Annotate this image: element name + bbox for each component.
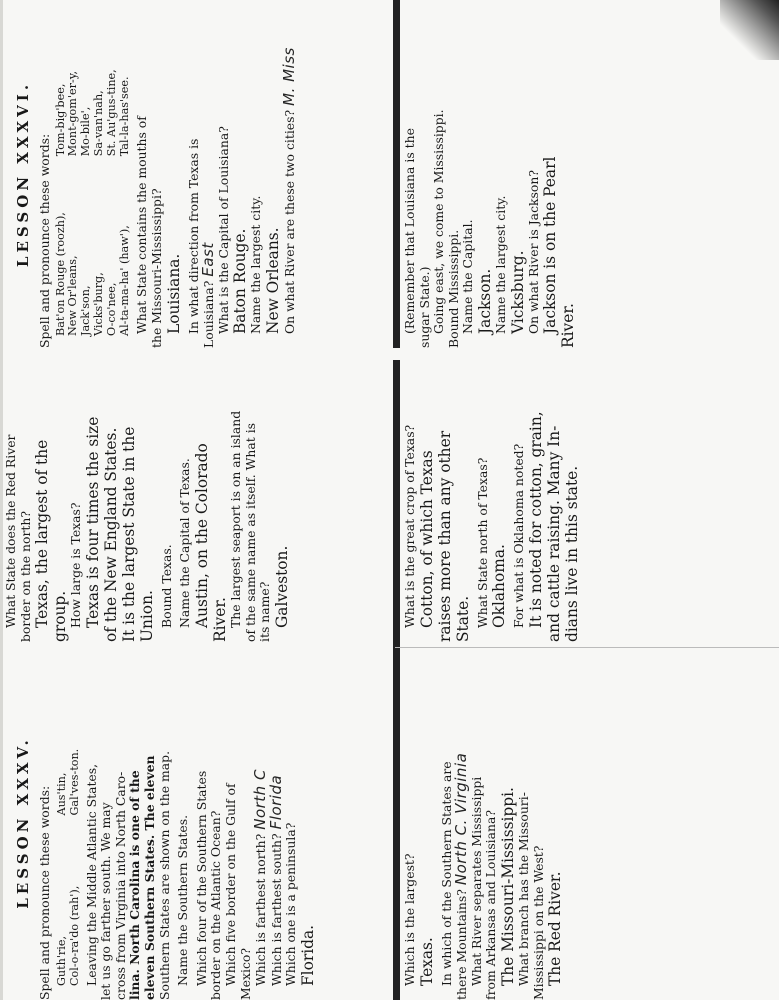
question: What State north of Texas?	[474, 457, 490, 628]
lesson-36-questions-4	[279, 0, 298, 348]
answer: raises more than any other	[435, 430, 454, 642]
handwritten-answer: Florida	[266, 774, 285, 830]
answer: Jackson.	[475, 268, 494, 334]
question: Name the Capital.	[460, 219, 476, 334]
question: On what River are these two cities?	[281, 109, 297, 334]
middle-answers-3	[193, 354, 229, 642]
question: In which of the Southern States are	[438, 761, 454, 986]
question-with-answer	[201, 0, 217, 348]
lesson-35-section	[0, 645, 389, 1000]
lesson-36-questions-6	[494, 0, 509, 348]
question: Mississippi on the West?	[530, 845, 546, 1000]
question: Name the Southern States.	[175, 814, 191, 986]
middle-questions-2	[69, 354, 84, 642]
vocab-word: O-co'nee,	[104, 282, 118, 336]
middle-questions-7	[512, 354, 527, 642]
question: from Arkansas and Louisiana?	[483, 809, 499, 1000]
question-with-answer	[279, 0, 298, 348]
answer: It is noted for cotton, grain,	[526, 411, 545, 628]
lesson-36-questions-7	[527, 0, 542, 348]
note: sugar State.)	[416, 266, 432, 348]
question: In what direction from Texas is	[185, 138, 201, 334]
answer: The Red River.	[546, 871, 565, 986]
answer: Florida.	[298, 924, 317, 986]
continued-questions-2	[440, 645, 499, 1000]
lesson-35-vocab	[55, 645, 81, 986]
lesson-36-intro: Spell and pronounce these words:	[37, 133, 52, 348]
question-with-answer	[454, 645, 470, 1000]
continued-questions-3	[517, 645, 546, 1000]
vocab-word: Sa-van'nah,	[91, 90, 105, 157]
question: Name the largest city.	[248, 195, 264, 334]
question: of the same name as itself. What is	[242, 422, 258, 642]
lesson-35-questions	[176, 645, 299, 1000]
handwritten-answer: M. Miss	[279, 47, 298, 106]
mississippi-section	[403, 0, 779, 348]
question: What is the great crop of Texas?	[402, 424, 417, 628]
middle-answers-7	[527, 354, 581, 642]
lesson-36-questions-1	[135, 0, 164, 348]
middle-questions-6	[476, 354, 491, 642]
vocab-word: St. Au'gus-tine,	[104, 69, 118, 157]
question: there Mountains?	[454, 889, 470, 1000]
vocab-word: Mont-gom'er-y,	[66, 70, 80, 157]
middle-answers-6	[490, 354, 508, 642]
lesson-36-questions-3	[249, 0, 264, 348]
question: How large is Texas?	[68, 502, 84, 628]
lesson-36-vocab	[55, 0, 132, 336]
vocab-word: Col-o-ra'do (rah'),	[67, 885, 81, 986]
answer: Texas, the largest of the	[33, 439, 52, 628]
lesson-36-answers-5	[476, 0, 494, 348]
question: What River separates Mississippi	[468, 776, 484, 986]
vocab-word: Guth'rie,	[54, 935, 68, 986]
question-with-answer	[266, 645, 285, 1000]
question: Mexico?	[237, 947, 253, 1000]
vocab-word: Tal-la-has'see.	[117, 76, 131, 157]
vocab-word: New Or'leans,	[66, 255, 80, 336]
text-line: eleven Southern States. The eleven	[141, 755, 157, 1000]
vocab-word: Bat'on Rouge (roozh),	[53, 212, 67, 336]
note: (Remember that Louisiana is the	[402, 128, 417, 334]
question: Which four of the Southern States	[193, 770, 209, 986]
question: border on the Atlantic Ocean?	[208, 810, 224, 1000]
lesson-35-paragraph	[85, 645, 173, 1000]
handwritten-answer: East	[199, 242, 218, 277]
middle-answers-5	[418, 354, 472, 642]
column-divider-rule	[393, 360, 400, 1000]
middle-questions-5	[403, 354, 418, 642]
question: What State does the Red River	[3, 434, 18, 628]
question: Name the largest city.	[492, 195, 508, 334]
question: Which five border on the Gulf of	[222, 783, 238, 986]
continued-answers-2	[499, 645, 517, 1000]
text-line: Bound Mississippi.	[445, 229, 461, 348]
lesson-35-continued	[403, 645, 779, 1000]
text-line: lina. North Carolina is one of the	[127, 770, 143, 1000]
question: Name the Capital of Texas.	[177, 458, 193, 628]
vocab-word: Tom-big'bee,	[53, 83, 67, 157]
answer: Baton Rouge.	[231, 228, 250, 334]
question: What is the Capital of Louisiana?	[215, 126, 231, 334]
lesson-36-title: LESSON XXXVI.	[14, 80, 32, 268]
question: For what is Oklahoma noted?	[511, 443, 527, 628]
question: Which is farthest south?	[268, 833, 284, 986]
lesson-35-answer	[299, 645, 317, 1000]
middle-questions-4	[229, 354, 273, 642]
question: Which is the largest?	[402, 853, 417, 986]
answer: of the New England States.	[101, 427, 120, 642]
lesson-36-questions-2	[187, 0, 232, 348]
middle-answers-4	[273, 354, 291, 642]
question: What branch has the Missouri-	[515, 792, 531, 986]
answer: Vicksburg.	[508, 250, 527, 334]
answer: River.	[210, 597, 229, 642]
question: What State contains the mouths of	[134, 116, 150, 334]
middle-questions-1	[4, 354, 33, 642]
question: border on the north?	[17, 510, 33, 642]
continued-questions	[403, 645, 418, 1000]
lesson-36-answers-2	[231, 0, 249, 348]
column-divider-rule	[393, 0, 400, 348]
question: Louisiana?	[201, 280, 217, 348]
vocab-word: Gal'ves-ton.	[67, 748, 81, 816]
continued-answers-3	[546, 645, 564, 1000]
text-line: cross from Virginia into North Caro-	[112, 771, 128, 1000]
row-divider-rule	[395, 647, 779, 648]
continued-answers	[418, 645, 436, 1000]
oklahoma-section	[403, 354, 779, 642]
answer: Jackson is on the Pearl	[541, 156, 560, 334]
lesson-35-intro: Spell and pronounce these words:	[37, 785, 52, 1000]
answer: River.	[559, 303, 578, 348]
answer: group.	[51, 590, 70, 642]
text-line: Going east, we come to Mississippi.	[431, 109, 447, 334]
answer: Cotton, of which Texas	[417, 450, 436, 628]
answer: Texas is four times the size	[83, 416, 102, 628]
middle-answers-2	[84, 354, 156, 642]
texas-section	[0, 354, 389, 642]
lesson-36-questions-5	[403, 0, 476, 348]
middle-answers-1	[33, 354, 69, 642]
answer: Texas.	[417, 937, 436, 986]
text-line: Southern States are shown on the map.	[156, 750, 172, 1000]
vocab-word: Mo-bile',	[79, 106, 93, 157]
vocab-word: Aus'tin,	[54, 772, 68, 816]
question: Which is farthest north?	[253, 833, 269, 986]
answer: Oklahoma.	[490, 544, 509, 628]
answer: Louisiana.	[164, 253, 183, 334]
answer: dians live in this state.	[562, 465, 581, 642]
text-line: let us go farther south. We may	[98, 802, 114, 1000]
lesson-36-answers-6	[509, 0, 527, 348]
vocab-word: Jack'son,	[79, 285, 93, 336]
answer: Galveston.	[272, 545, 291, 628]
vocab-word: Vicks'burg,	[91, 272, 105, 336]
question: On what River is Jackson?	[525, 170, 541, 334]
middle-questions-3	[160, 354, 193, 642]
lesson-36-answers-7	[541, 0, 577, 348]
answer: New Orleans.	[263, 227, 282, 334]
handwritten-answer: North C. Virginia	[452, 752, 471, 886]
text-line: Leaving the Middle Atlantic States,	[83, 763, 99, 986]
question: The largest seaport is on an island	[227, 410, 243, 628]
question: Which one is a peninsula?	[283, 822, 299, 986]
question: its name?	[257, 581, 273, 642]
question: Bound Texas.	[158, 544, 174, 628]
answer: The Missouri-Mississippi.	[498, 787, 517, 986]
lesson-35-title: LESSON XXXV.	[14, 736, 32, 909]
answer: Austin, on the Colorado	[192, 443, 211, 628]
lesson-36-answers-1	[165, 0, 183, 348]
answer: It is the largest State in the	[119, 426, 138, 642]
handwritten-answer: North C	[251, 769, 270, 830]
answer: State.	[453, 595, 472, 642]
answer: and cattle raising. Many In-	[544, 425, 563, 642]
vocab-word: Al-ta-ma-ha' (haw'),	[117, 225, 131, 336]
question: the Missouri-Mississippi?	[148, 188, 164, 348]
lesson-36-section	[0, 0, 389, 348]
answer: Union.	[137, 590, 156, 642]
